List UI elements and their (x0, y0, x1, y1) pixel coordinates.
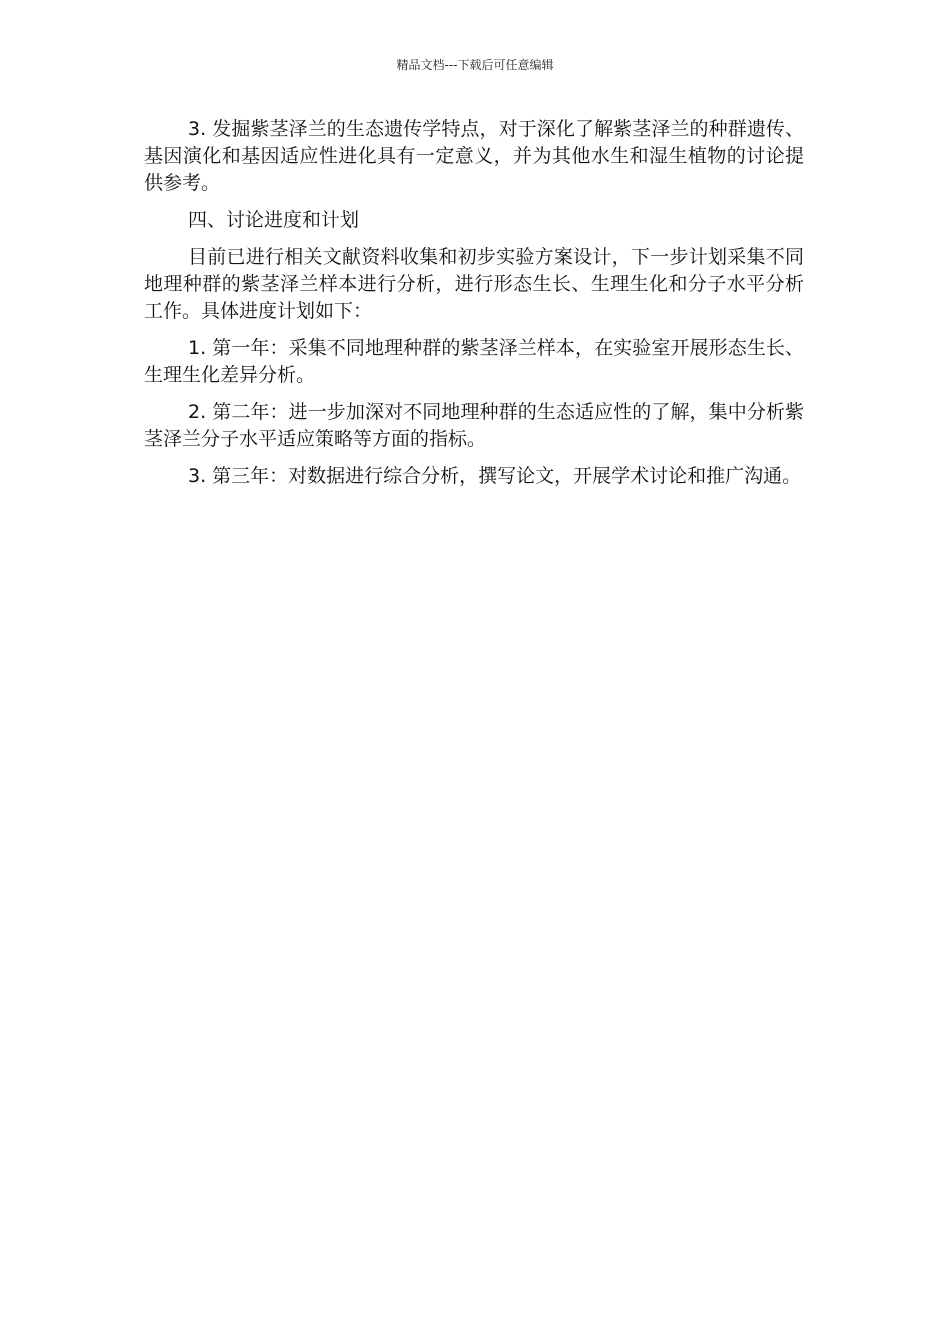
section-heading-progress-plan: 四、讨论进度和计划 (188, 209, 360, 231)
paragraph-current-progress: 目前已进行相关文献资料收集和初步实验方案设计，下一步计划采集不同地理种群的紫茎泽兰样本进行分析，进行形态生长、生理生化和分子水平分析工作。具体进度计划如下： (144, 246, 804, 322)
paragraph-year-one: 1. 第一年：采集不同地理种群的紫茎泽兰样本，在实验室开展形态生长、生理生化差异分析。 (144, 337, 804, 386)
paragraph-year-two: 2. 第二年：进一步加深对不同地理种群的生态适应性的了解，集中分析紫茎泽兰分子水平适应策略等方面的指标。 (144, 401, 804, 450)
paragraph-point-3-significance: 3. 发掘紫茎泽兰的生态遗传学特点，对于深化了解紫茎泽兰的种群遗传、基因演化和基因适应性进化具有一定意义，并为其他水生和湿生植物的讨论提供参考。 (144, 118, 804, 194)
document-body (144, 116, 804, 500)
paragraph-year-three: 3. 第三年：对数据进行综合分析，撰写论文，开展学术讨论和推广沟通。 (188, 465, 802, 487)
page-header: 精品文档---下载后可任意编辑 (396, 58, 554, 72)
